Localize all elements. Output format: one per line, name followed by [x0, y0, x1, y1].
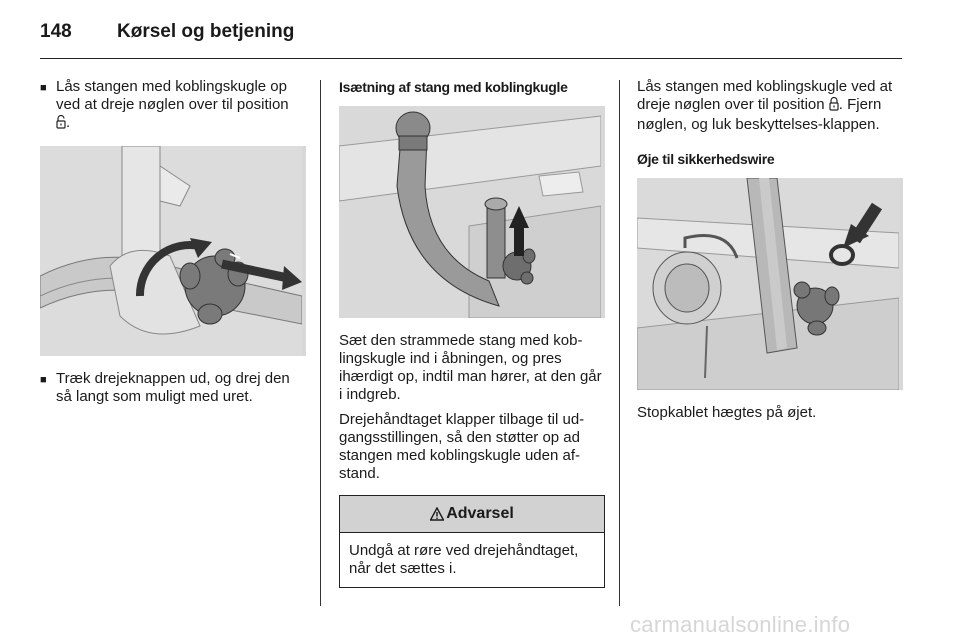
paragraph-text: Lås stangen med koblingskugle ved at dreje nøglen over til position — [637, 78, 893, 113]
warning-text: Undgå at røre ved drejehåndtaget, når det sættes i. — [349, 542, 579, 577]
warning-box — [339, 495, 605, 588]
bullet-marker: ■ — [40, 374, 47, 386]
column-right — [637, 78, 903, 422]
lock-closed-icon — [829, 97, 839, 116]
bullet-end: . — [66, 114, 71, 131]
instruction-bullet — [40, 78, 306, 134]
column-divider — [619, 80, 620, 606]
bullet-text: Træk drejeknappen ud, og drej den så langt som muligt med uret. — [56, 370, 290, 405]
instruction-paragraph: Sæt den strammede stang med kob-lingskugle ind i åbningen, og pres ihærdigt op, indtil man hører, at den går i indgreb. — [339, 332, 602, 403]
bullet-marker: ■ — [40, 82, 47, 94]
column-left — [40, 78, 306, 406]
knob-illustration — [40, 146, 306, 356]
section-heading: Isætning af stang med koblingkugle — [339, 79, 568, 95]
column-middle — [339, 78, 605, 588]
lock-open-icon — [56, 115, 66, 134]
image-caption: Stopkablet hægtes på øjet. — [637, 404, 817, 421]
chapter-title: Kørsel og betjening — [117, 21, 295, 42]
warning-title: Advarsel — [446, 505, 514, 522]
header-rule — [40, 58, 902, 59]
instruction-bullet — [40, 370, 306, 406]
warning-header — [340, 496, 604, 533]
towbar-insertion-illustration — [339, 106, 605, 318]
warning-triangle-icon — [430, 507, 444, 521]
instruction-paragraph: Drejehåndtaget klapper tilbage til ud-gangsstillingen, så den støtter op ad stangen med koblingskugle uden af-stand. — [339, 411, 585, 482]
column-divider — [320, 80, 321, 606]
bullet-text: Lås stangen med koblingskugle op ved at dreje nøglen over til position — [56, 78, 289, 113]
watermark: carmanualsonline.info — [630, 612, 851, 637]
instruction-paragraph — [637, 78, 903, 134]
page-number: 148 — [40, 21, 72, 42]
page-header — [40, 16, 294, 48]
section-heading: Øje til sikkerhedswire — [637, 151, 775, 167]
safety-cable-eye-illustration — [637, 178, 903, 390]
paragraph-text: . Fjern nøglen, og luk beskyttelses-klappen. — [637, 96, 882, 133]
